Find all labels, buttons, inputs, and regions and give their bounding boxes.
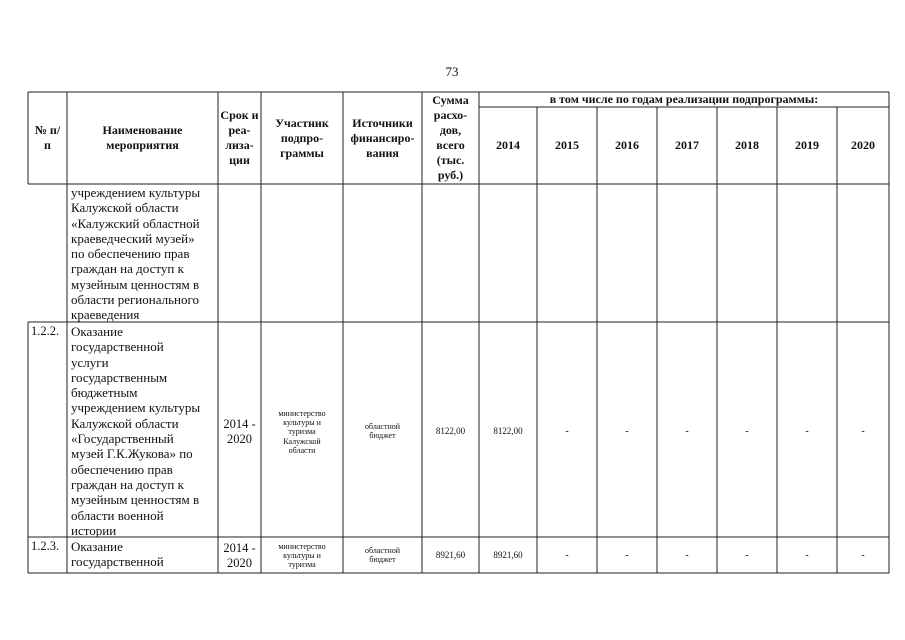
- row-1-2-2-total: 8122,00: [435, 426, 466, 436]
- header-num: № п/п: [34, 123, 61, 152]
- header-year-2015: 2015: [555, 138, 579, 152]
- row-1-2-2-year-2019: -: [805, 425, 809, 437]
- row-1-2-2-num: 1.2.2.: [31, 324, 60, 338]
- row-1-2-3-year-2016: -: [625, 549, 629, 561]
- row-1-2-3-year-2014: 8921,60: [493, 550, 523, 560]
- row-1-2-3-year-2015: -: [565, 549, 569, 561]
- row-1-2-3-name: Оказание государственной: [71, 539, 164, 570]
- row-1-2-3-term: 2014 - 2020: [223, 541, 256, 570]
- row-1-2-3-num: 1.2.3.: [31, 539, 60, 553]
- row-1-2-2-year-2017: -: [685, 425, 689, 437]
- row-1-2-3-source: областной бюджет: [364, 545, 401, 564]
- row-1-2-3-year-2020: -: [861, 549, 865, 561]
- row-1-2-2-source: областной бюджет: [364, 421, 401, 440]
- row-1-2-2-year-2018: -: [745, 425, 749, 437]
- row-1-2-2-term: 2014 - 2020: [223, 417, 256, 446]
- row-1-2-2-year-2016: -: [625, 425, 629, 437]
- row-1-2-2-name: Оказание государственной услуги государственным бюджетным учреждением культуры Калужской области «Государственный музей Г.К.Жукова» по обеспечению прав граждан на доступ к музейным ценностям в области военной истории: [71, 324, 201, 538]
- header-year-2020: 2020: [851, 138, 875, 152]
- row-1-2-2-year-2014: 8122,00: [493, 426, 523, 436]
- row-1-2-3-year-2019: -: [805, 549, 809, 561]
- header-sources: Источники финансиро-вания: [350, 115, 415, 160]
- page-number: 73: [445, 64, 459, 79]
- row-1-2-2-year-2020: -: [861, 425, 865, 437]
- header-year-2017: 2017: [675, 138, 699, 152]
- header-term: Срок и реа-лиза-ции: [220, 108, 259, 167]
- row-1-2-3-year-2018: -: [745, 549, 749, 561]
- header-by-years: в том числе по годам реализации подпрограммы:: [549, 92, 819, 106]
- row-continuation-name: учреждением культуры Калужской области «Калужский областной краеведческий музей» по обеспечению прав граждан на доступ к музейным ценностям в области регионального краеведения: [71, 185, 201, 323]
- header-year-2014: 2014: [496, 138, 520, 152]
- row-1-2-2-year-2015: -: [565, 425, 569, 437]
- header-year-2016: 2016: [615, 138, 639, 152]
- header-year-2018: 2018: [735, 138, 759, 152]
- row-1-2-2-participant: министерство культуры и туризма Калужской области: [278, 409, 326, 455]
- row-1-2-3-total: 8921,60: [435, 550, 466, 560]
- header-sum: Сумма расхо-дов, всего (тыс. руб.): [432, 93, 469, 182]
- row-1-2-3-year-2017: -: [685, 549, 689, 561]
- header-year-2019: 2019: [795, 138, 819, 152]
- header-name: Наименование мероприятия: [102, 123, 183, 152]
- header-participant: Участник подпро-граммы: [275, 115, 329, 160]
- row-1-2-3-participant: министерство культуры и туризма: [278, 541, 326, 570]
